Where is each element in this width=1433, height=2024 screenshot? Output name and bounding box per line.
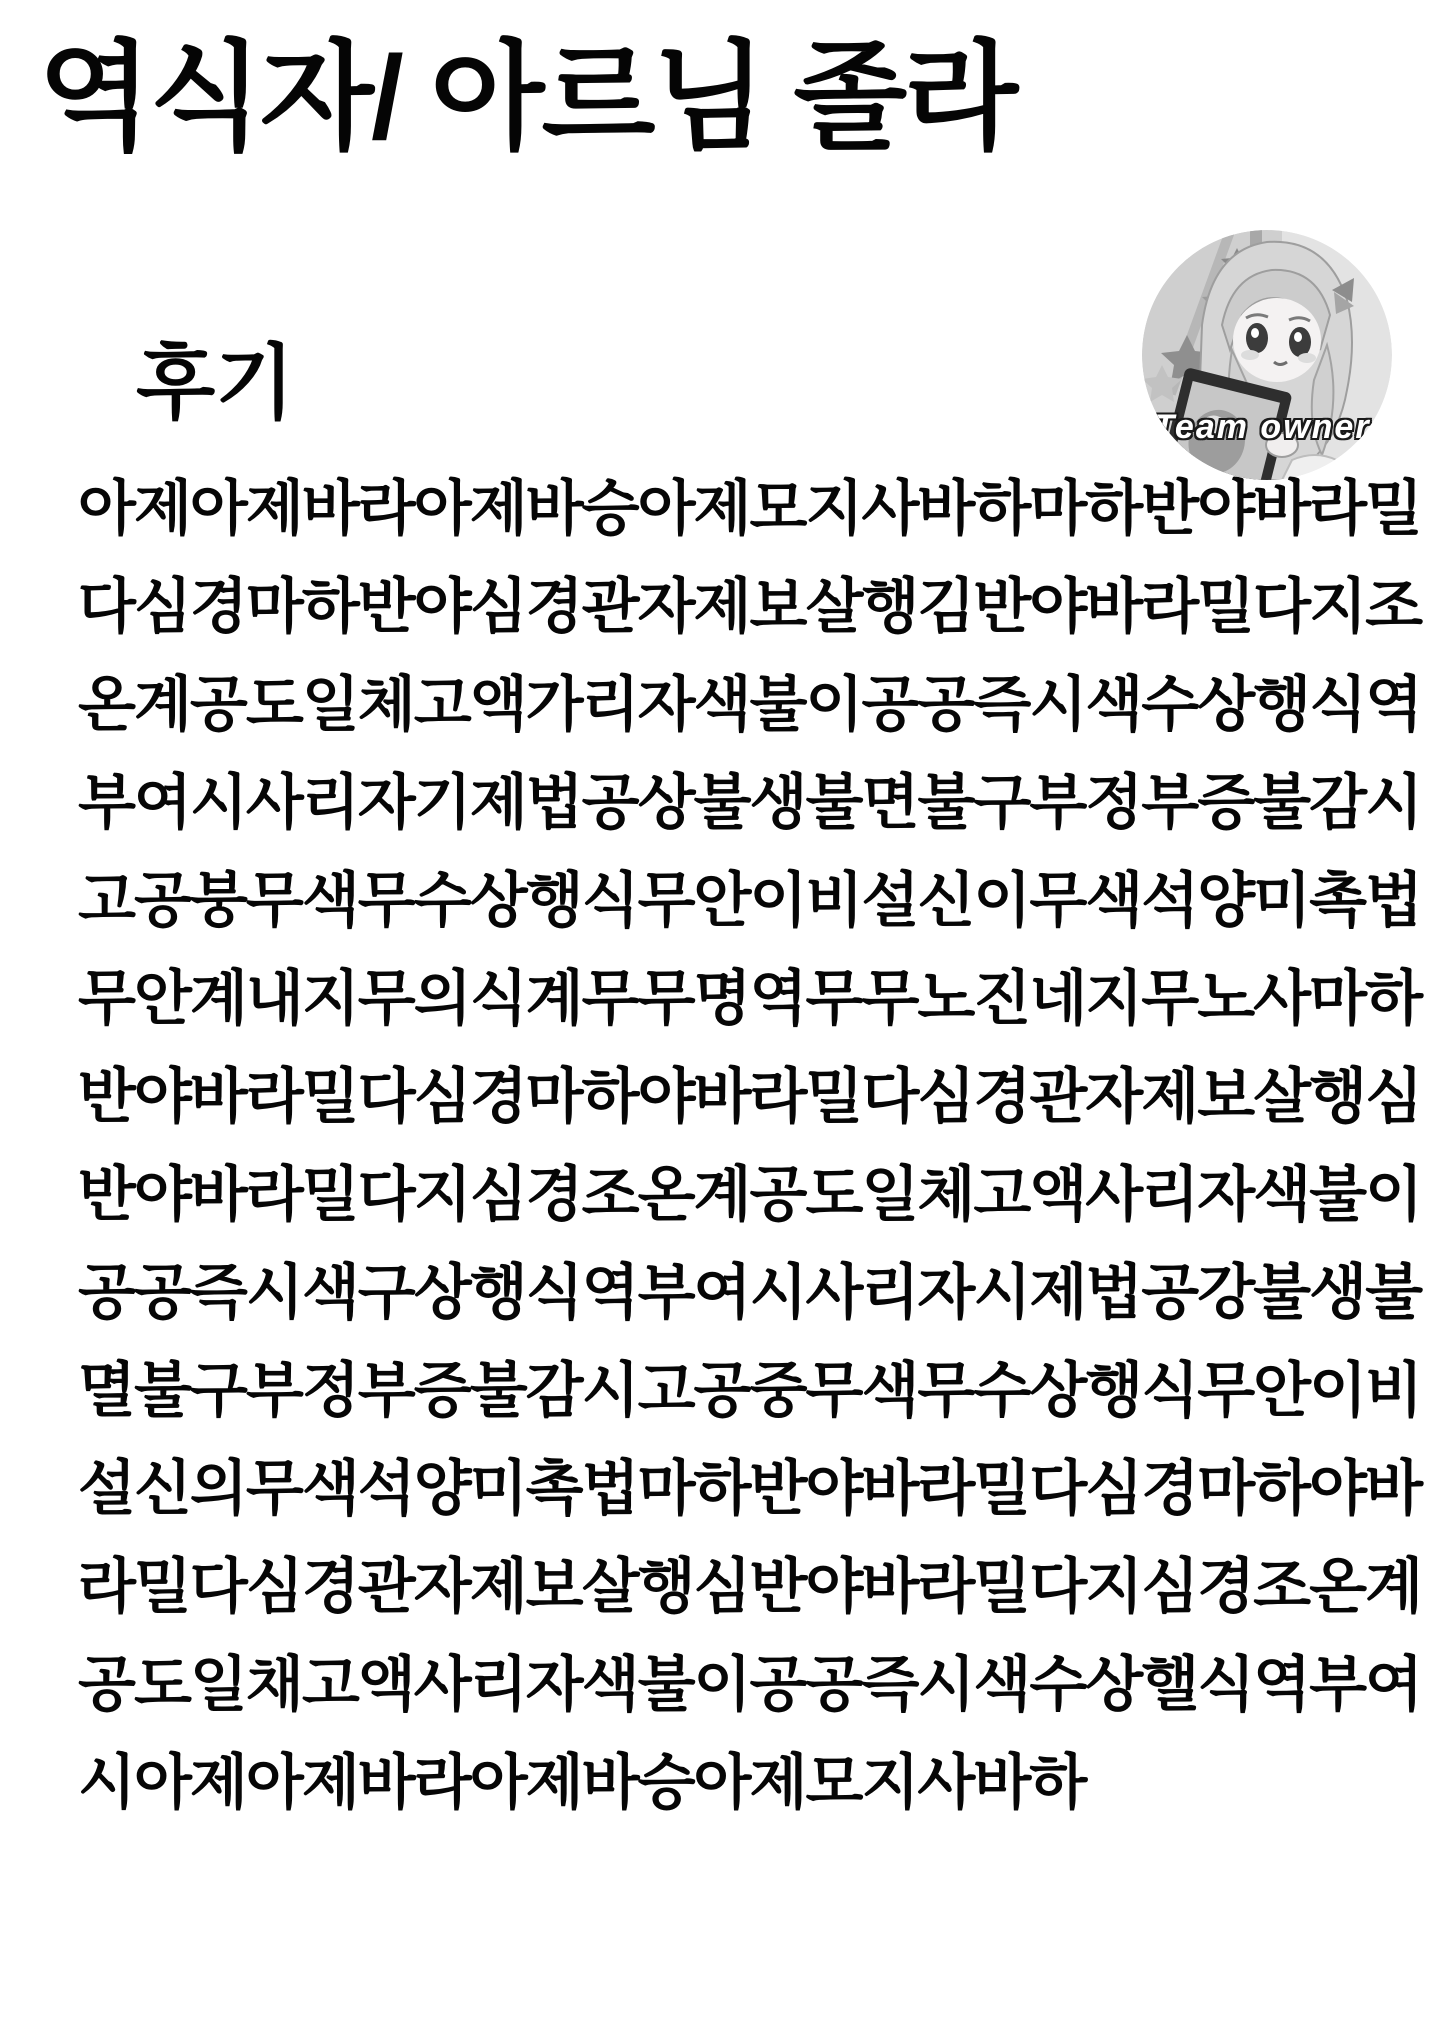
team-owner-avatar — [1142, 230, 1392, 480]
body-line: 시아제아제바라아제바승아제모지사바하 — [78, 1749, 1086, 1816]
body-line: 무안계내지무의식계무무명역무무노진네지무노사마하 — [78, 965, 1422, 1032]
body-line: 반야바라밀다심경마하야바라밀다심경관자제보살행심 — [78, 1063, 1422, 1130]
afterword-body — [78, 460, 1422, 1832]
body-line: 다심경마하반야심경관자제보살행김반야바라밀다지조 — [78, 573, 1422, 640]
body-line: 부여시사리자기제법공상불생불면불구부정부증불감시 — [78, 769, 1422, 836]
page-title: 역식자/ 아르님 졸라 — [38, 32, 1016, 164]
body-line: 설신의무색석양미촉법마하반야바라밀다심경마하야바 — [78, 1455, 1422, 1522]
body-line: 반야바라밀다지심경조온계공도일체고액사리자색불이 — [78, 1161, 1422, 1228]
body-line: 멸불구부정부증불감시고공중무색무수상행식무안이비 — [78, 1357, 1422, 1424]
section-heading: 후기 — [136, 338, 295, 429]
body-line: 온계공도일체고액가리자색불이공공즉시색수상행식역 — [78, 671, 1422, 738]
avatar-caption: Team owner — [1153, 408, 1371, 446]
body-line: 고공붕무색무수상행식무안이비설신이무색석양미촉법 — [78, 867, 1422, 934]
body-line: 라밀다심경관자제보살행심반야바라밀다지심경조온계 — [78, 1553, 1422, 1620]
body-line: 공공즉시색구상행식역부여시사리자시제법공강불생불 — [78, 1259, 1422, 1326]
body-line: 아제아제바라아제바승아제모지사바하마하반야바라밀 — [78, 475, 1422, 542]
body-line: 공도일채고액사리자색불이공공즉시색수상핼식역부여 — [78, 1651, 1422, 1718]
